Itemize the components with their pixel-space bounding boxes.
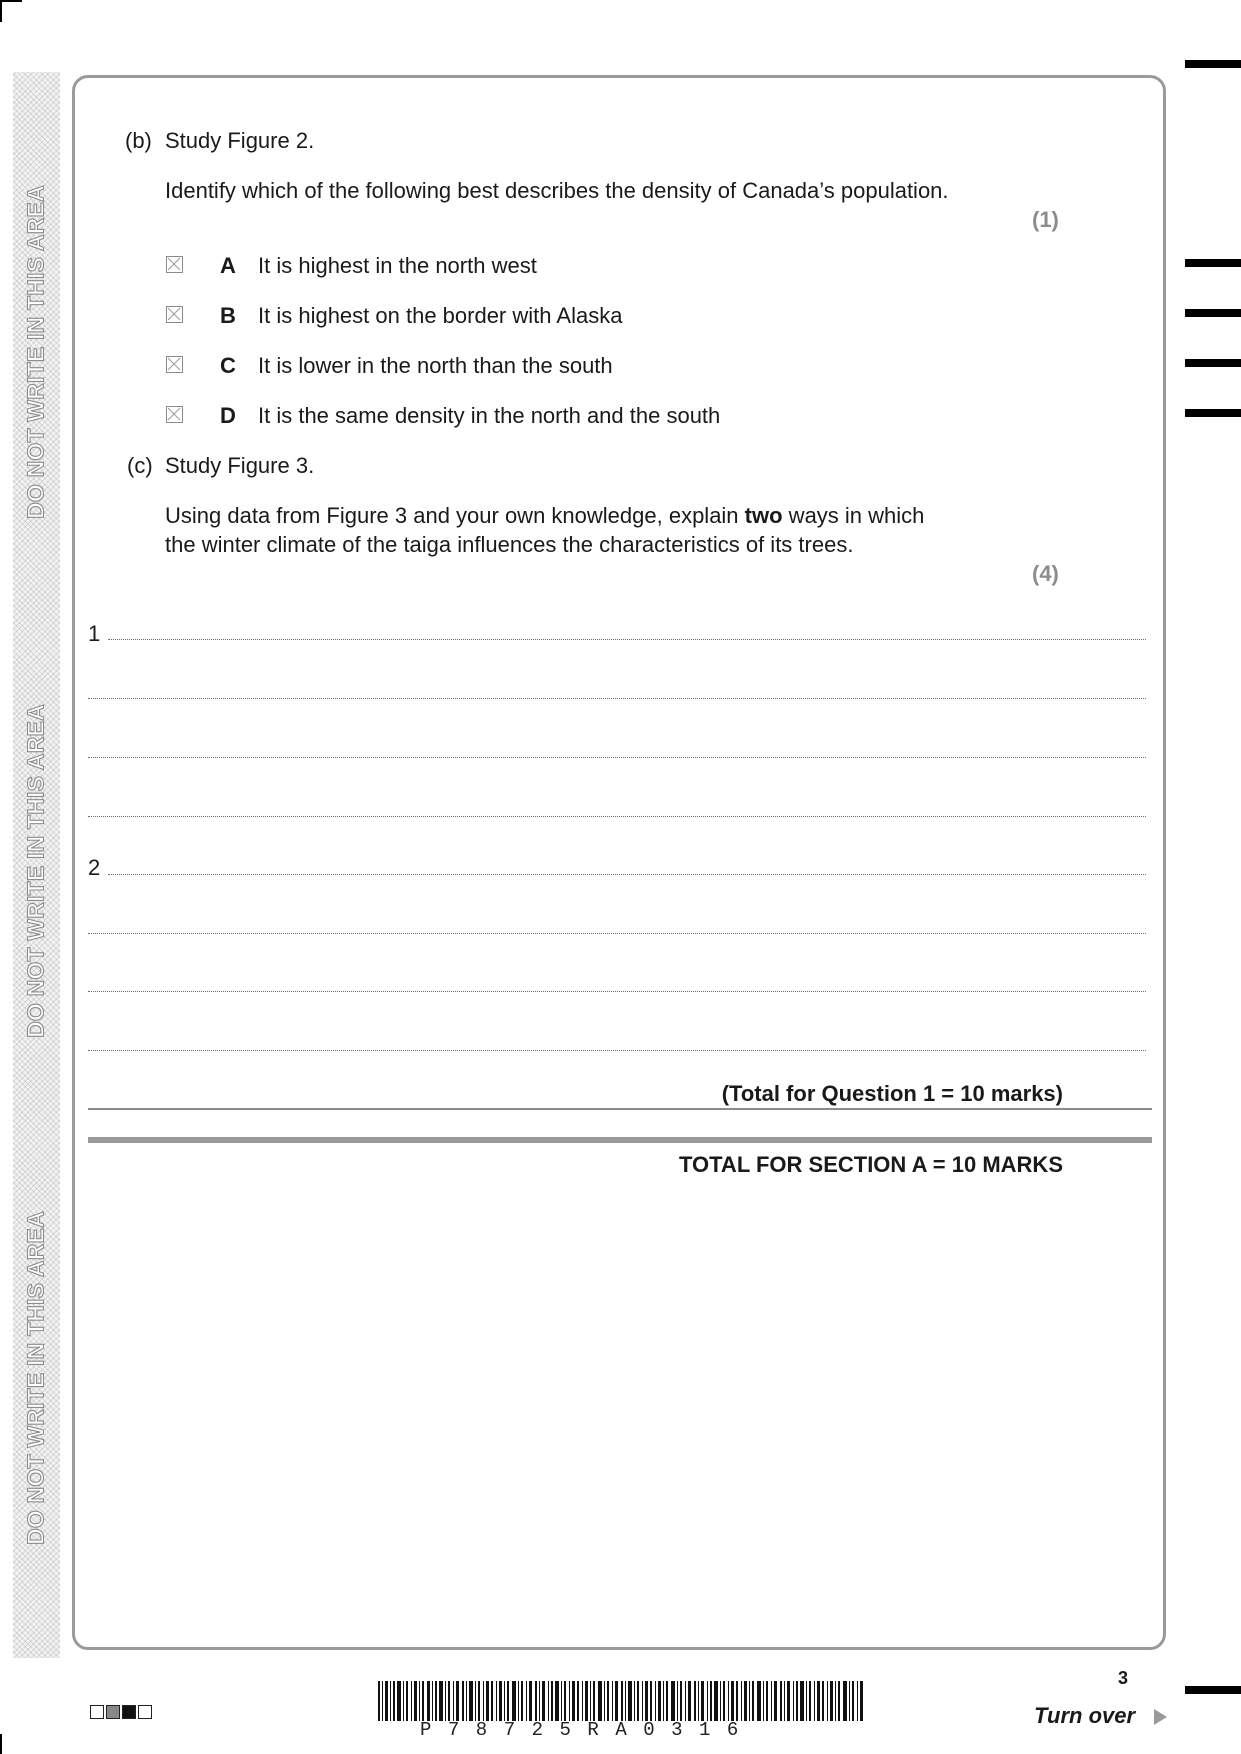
option-a-checkbox[interactable] [166,256,183,273]
barcode-text: P78725RA0316 [420,1719,755,1741]
margin-warning-text: DO NOT WRITE IN THIS AREA [22,185,49,519]
answer-number-1: 1 [88,621,101,646]
question-c-prompt-part: Using data from Figure 3 and your own knowledge, explain [165,503,745,528]
option-d-checkbox[interactable] [166,406,183,423]
option-d-text: It is the same density in the north and the south [258,403,721,428]
crop-mark-bottom-left-v [0,1734,2,1754]
option-b-letter: B [220,303,236,328]
option-c-letter: C [220,353,236,378]
registration-mark [1185,409,1241,417]
turn-over-label: Turn over [1034,1703,1136,1728]
answer-line[interactable] [88,816,1146,817]
question-c-prompt-line2: the winter climate of the taiga influences the characteristics of its trees. [165,532,854,557]
option-b-checkbox[interactable] [166,306,183,323]
crop-mark-top-left-v [0,0,2,22]
margin-warning-text: DO NOT WRITE IN THIS AREA [22,704,49,1038]
answer-line[interactable] [88,933,1146,934]
page-number: 3 [1118,1668,1129,1688]
question-total-rule [88,1108,1152,1110]
registration-mark [1185,1686,1241,1694]
option-b-text: It is highest on the border with Alaska [258,303,623,328]
question-b-marks: (1) [1032,207,1059,232]
option-a-letter: A [220,253,236,278]
registration-mark [1185,359,1241,367]
question-c-prompt-emphasis: two [744,503,783,528]
id-box [90,1705,104,1719]
registration-mark [1185,259,1241,267]
question-c-label: (c) [127,453,153,478]
answer-number-2: 2 [88,855,101,880]
option-d-letter: D [220,403,236,428]
question-c-marks: (4) [1032,561,1059,586]
id-box [122,1705,136,1719]
question-b-prompt: Identify which of the following best describes the density of Canada’s population. [165,178,949,203]
margin-warning-text: DO NOT WRITE IN THIS AREA [22,1211,49,1545]
option-a-text: It is highest in the north west [258,253,537,278]
registration-mark [1185,60,1241,68]
answer-line[interactable] [108,874,1146,875]
barcode [378,1681,863,1721]
question-total: (Total for Question 1 = 10 marks) [721,1081,1063,1106]
registration-mark [1185,309,1241,317]
section-total: TOTAL FOR SECTION A = 10 MARKS [678,1152,1063,1177]
play-arrow-icon [1154,1709,1167,1725]
question-b-instruction: Study Figure 2. [165,128,315,153]
option-c-checkbox[interactable] [166,356,183,373]
question-c-prompt-line1 [165,503,924,529]
crop-mark-top-left-h [0,0,22,2]
answer-line[interactable] [88,991,1146,992]
option-c-text: It is lower in the north than the south [258,353,613,378]
turn-over [1034,1703,1167,1729]
id-box [138,1705,152,1719]
section-divider [88,1137,1152,1143]
answer-line[interactable] [88,698,1146,699]
question-b-label: (b) [125,128,152,153]
answer-line[interactable] [88,1050,1146,1051]
question-c-prompt-part: ways in which [782,503,925,528]
question-c-instruction: Study Figure 3. [165,453,315,478]
id-box [106,1705,120,1719]
answer-line[interactable] [108,639,1146,640]
answer-line[interactable] [88,757,1146,758]
page-id-boxes [90,1705,154,1719]
